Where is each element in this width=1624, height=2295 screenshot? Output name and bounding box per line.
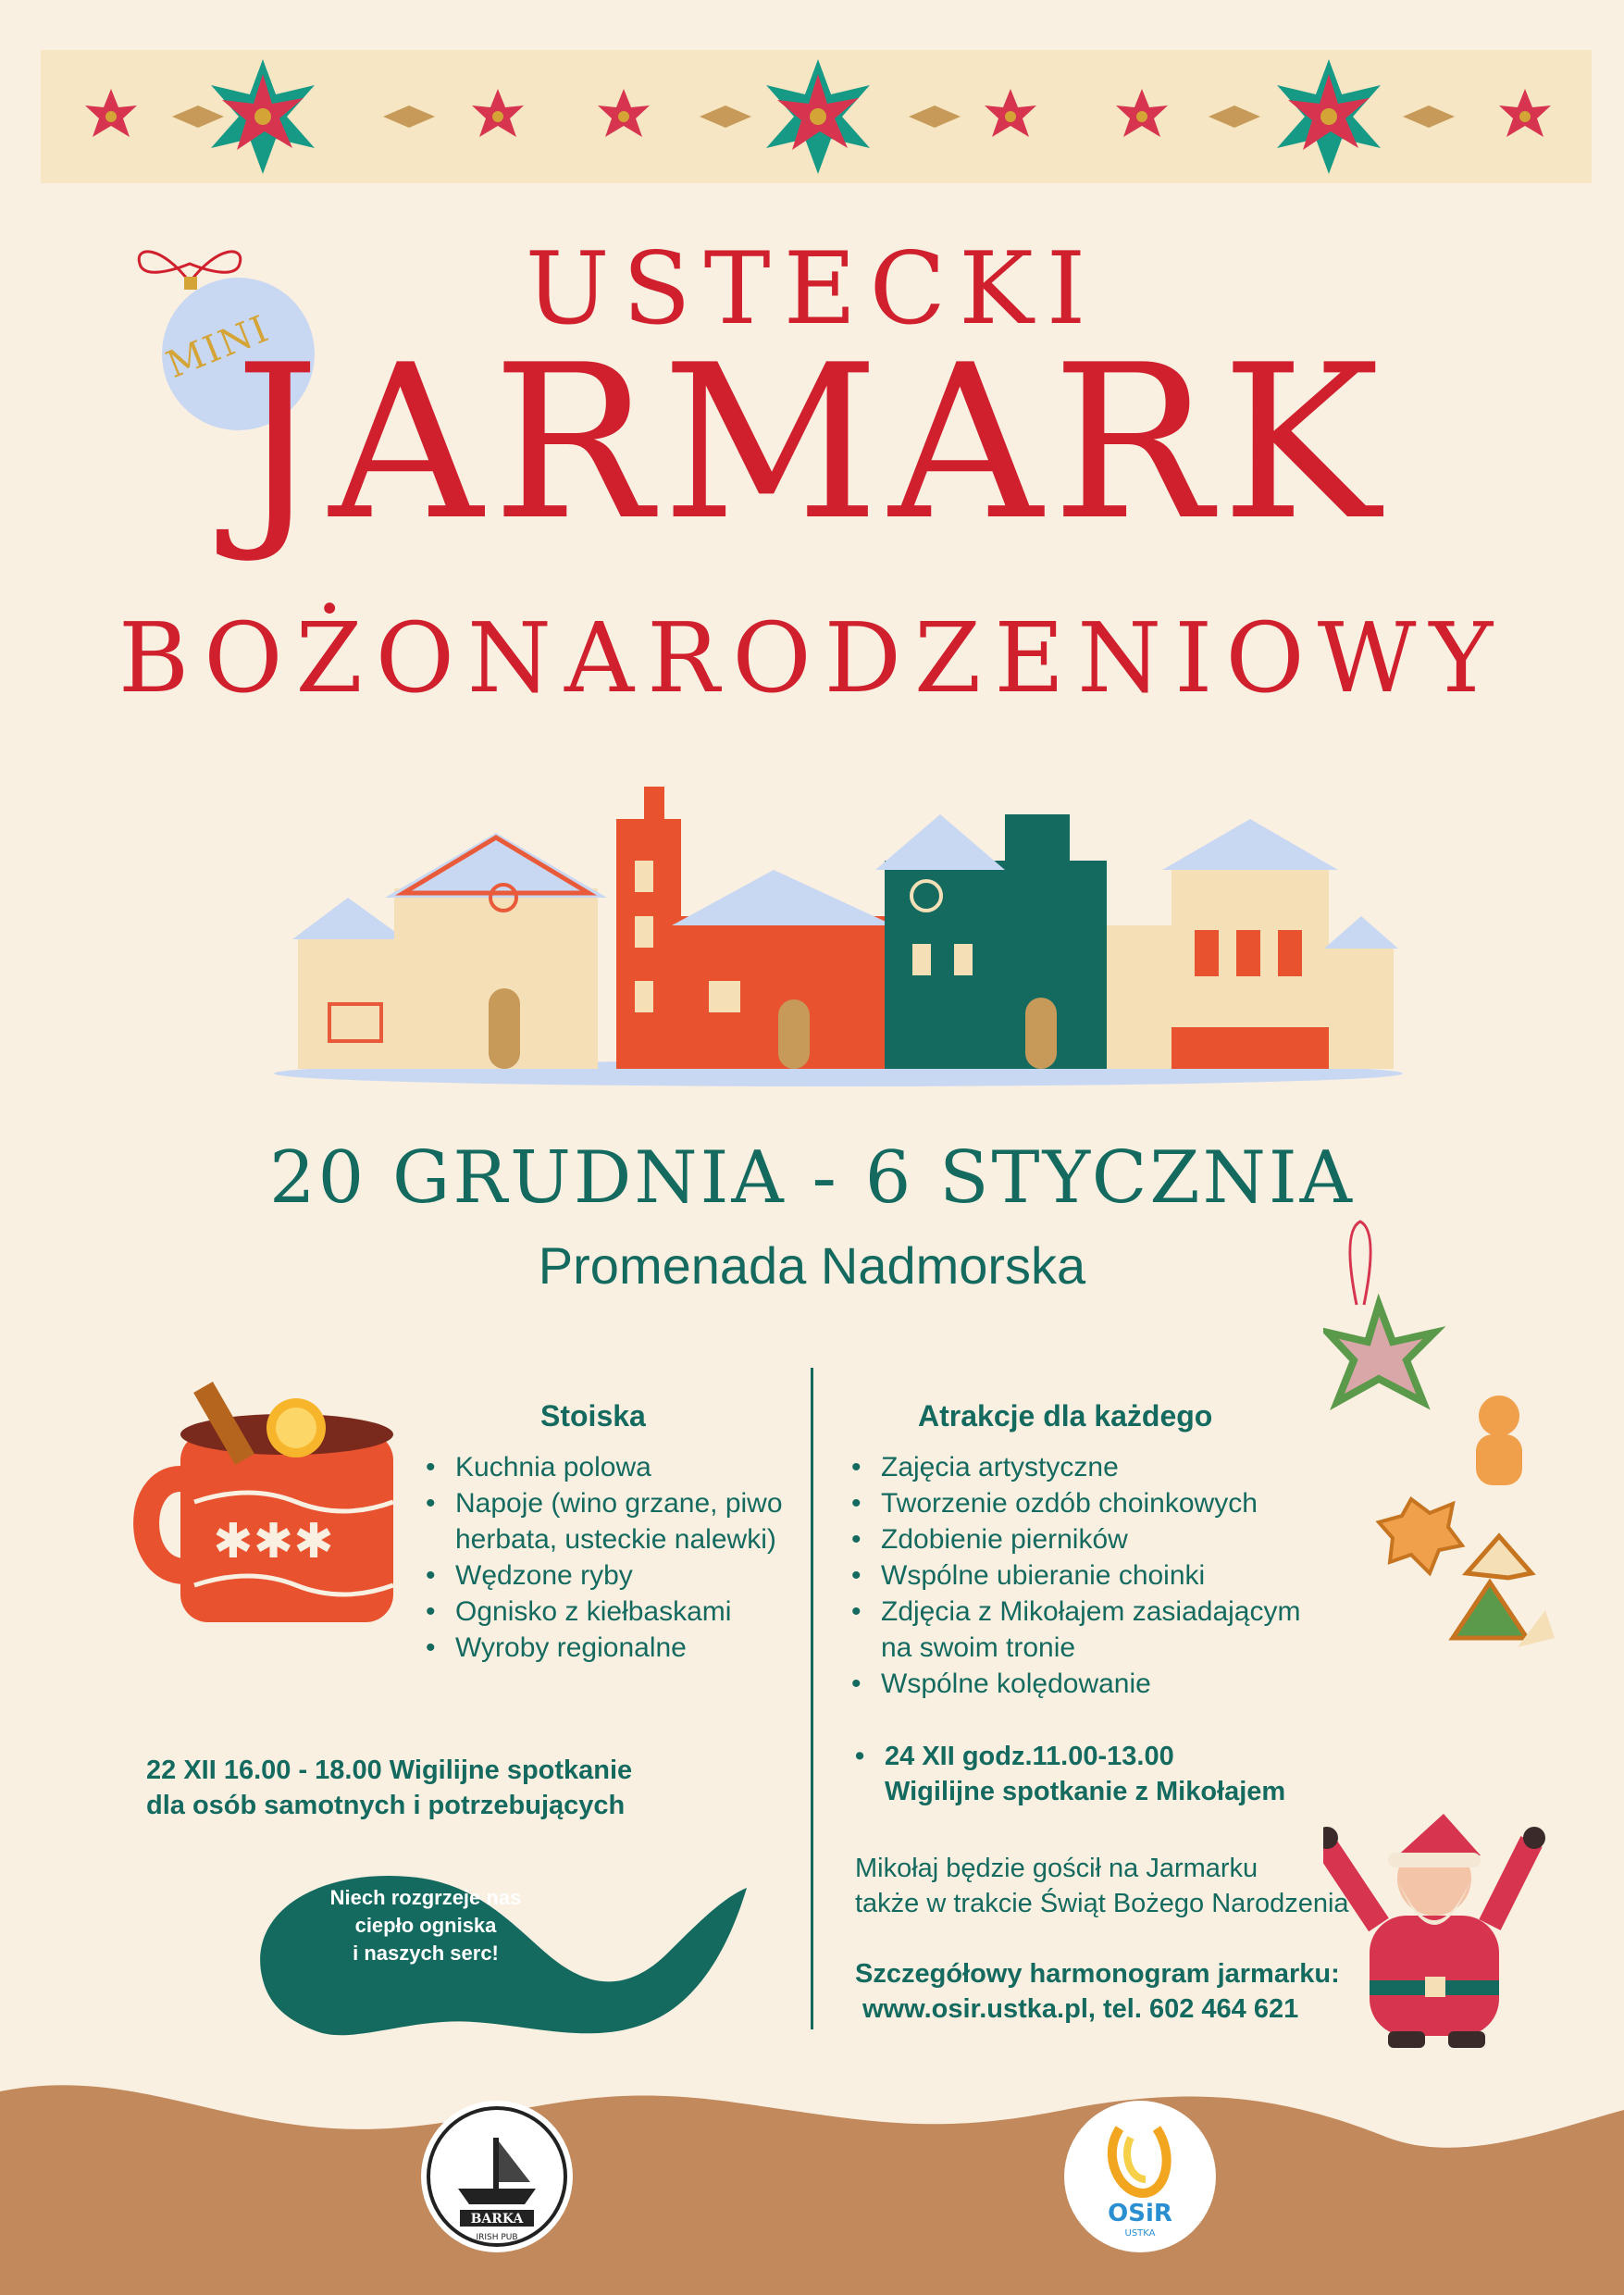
list-item: • Wspólne ubieranie choinki bbox=[849, 1557, 1331, 1594]
osir-ustka-logo bbox=[1064, 2101, 1216, 2252]
atrakcje-heading: Atrakcje dla każdego bbox=[918, 1399, 1213, 1433]
stoiska-list bbox=[424, 1449, 831, 1666]
wigilia-samotni bbox=[146, 1753, 738, 1823]
wigilia-mikolaj bbox=[853, 1739, 1316, 1809]
splash-text bbox=[291, 1884, 560, 1967]
event-dates: 20 GRUDNIA - 6 STYCZNIA bbox=[269, 1136, 1355, 1220]
mulled-wine-mug-icon bbox=[130, 1377, 407, 1636]
wigilia-samotni-line1: 22 XII 16.00 - 18.00 Wigilijne spotkanie bbox=[146, 1755, 633, 1785]
houses-illustration bbox=[274, 777, 1408, 1092]
event-place: Promenada Nadmorska bbox=[538, 1236, 1086, 1295]
schedule-line1: Szczegółowy harmonogram jarmarku: bbox=[855, 1959, 1340, 1989]
atrakcje-list bbox=[849, 1449, 1331, 1702]
mini-badge: MINI bbox=[160, 307, 276, 387]
title-jarmark: JARMARK bbox=[234, 320, 1390, 567]
barka-sub: IRISH PUB bbox=[476, 2233, 518, 2242]
svg-text:✱✱✱: ✱✱✱ bbox=[213, 1514, 334, 1569]
bottom-wave-band bbox=[0, 2073, 1624, 2295]
list-item: • Ognisko z kiełbaskami bbox=[424, 1594, 831, 1630]
title-ustecki: USTECKI bbox=[525, 231, 1099, 347]
schedule-info bbox=[855, 1956, 1373, 2027]
list-item: herbata, usteckie nalewki) bbox=[455, 1524, 776, 1555]
list-item: • Zajęcia artystyczne bbox=[849, 1449, 1331, 1485]
list-item: • Tworzenie ozdób choinkowych bbox=[849, 1485, 1331, 1521]
splash-line2: ciepło ogniska bbox=[354, 1914, 497, 1937]
title-bozonarodzeniowy: BOŻONARODZENIOWY bbox=[118, 602, 1506, 714]
stoiska-heading: Stoiska bbox=[540, 1399, 646, 1433]
schedule-line2: www.osir.ustka.pl, tel. 602 464 621 bbox=[862, 1994, 1299, 2024]
mikolaj-note-line2: także w trakcie Świąt Bożego Narodzenia bbox=[855, 1889, 1349, 1918]
list-item: • Napoje (wino grzane, piwo bbox=[424, 1485, 831, 1521]
splash-line3: i naszych serc! bbox=[353, 1941, 499, 1965]
osir-flame-icon bbox=[1064, 2101, 1216, 2252]
gingerbread-cookies-icon bbox=[1323, 1212, 1555, 1731]
list-item: • Wyroby regionalne bbox=[424, 1630, 831, 1666]
osir-name: OSiR bbox=[1108, 2200, 1172, 2227]
list-item: • Wędzone ryby bbox=[424, 1557, 831, 1594]
list-item: • Wspólne kolędowanie bbox=[849, 1666, 1331, 1702]
list-item: na swoim tronie bbox=[881, 1632, 1076, 1663]
santa-claus-icon bbox=[1323, 1805, 1545, 2050]
splash-line1: Niech rozgrzeje nas bbox=[329, 1886, 522, 1909]
wigilia-mikolaj-line2: Wigilijne spotkanie z Mikołajem bbox=[885, 1777, 1286, 1806]
wigilia-mikolaj-line1-text: 24 XII godz.11.00-13.00 bbox=[885, 1742, 1174, 1771]
wigilia-mikolaj-line1: • 24 XII godz.11.00-13.00 bbox=[855, 1742, 1174, 1771]
barka-name: BARKA bbox=[470, 2212, 524, 2227]
list-item: • Zdjęcia z Mikołajem zasiadającym bbox=[849, 1594, 1331, 1630]
column-divider bbox=[811, 1368, 813, 2029]
barka-pub-logo bbox=[421, 2101, 573, 2252]
poinsettia-pattern bbox=[41, 50, 1592, 183]
mikolaj-note-line1: Mikołaj będzie gościł na Jarmarku bbox=[855, 1854, 1258, 1883]
decorative-banner bbox=[41, 50, 1592, 183]
ship-icon bbox=[421, 2101, 573, 2252]
list-item: • Zdobienie pierników bbox=[849, 1521, 1331, 1557]
list-item: • Kuchnia polowa bbox=[424, 1449, 831, 1485]
wigilia-samotni-line2: dla osób samotnych i potrzebujących bbox=[146, 1791, 626, 1820]
osir-sub: USTKA bbox=[1124, 2228, 1156, 2239]
